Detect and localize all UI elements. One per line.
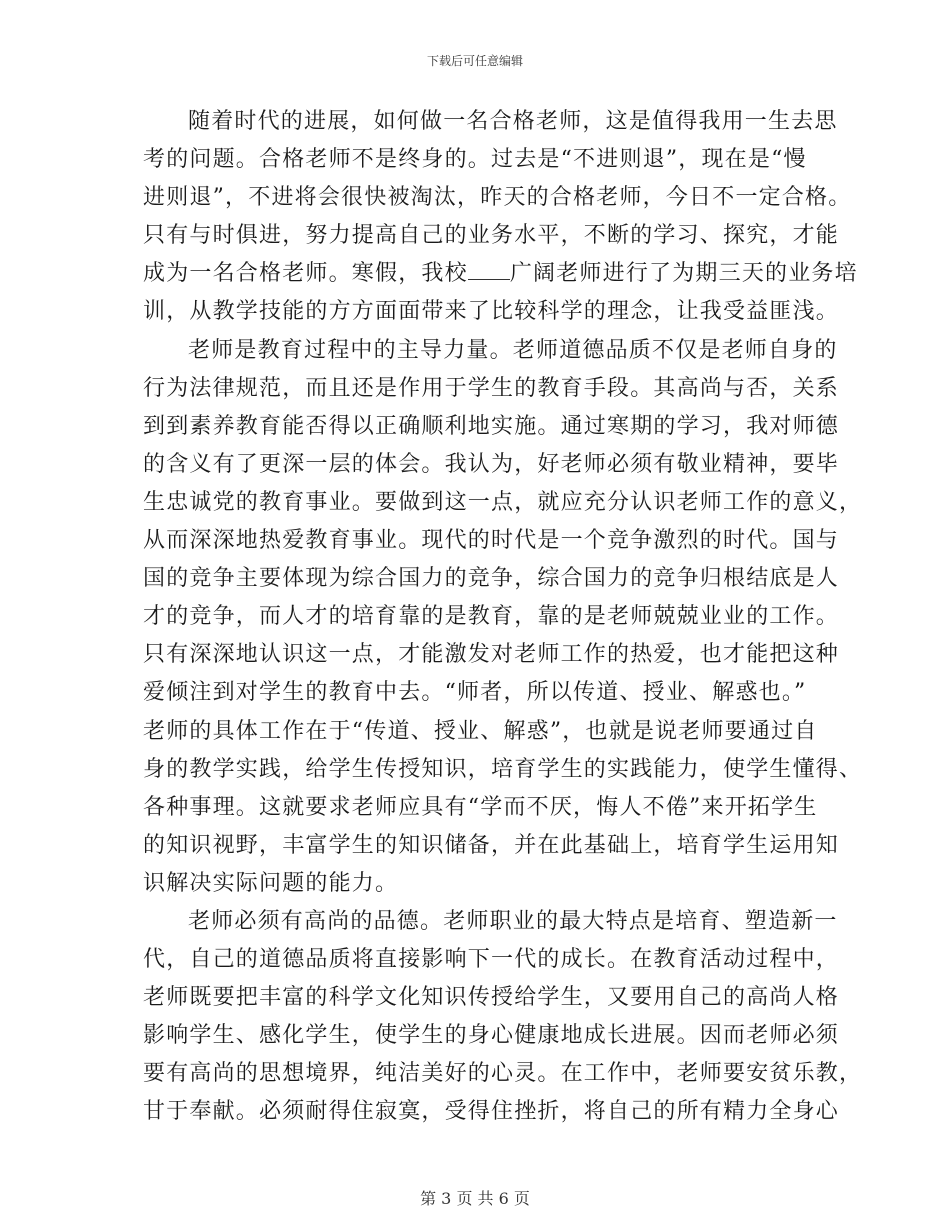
text-line: 考的问题。合格老师不是终身的。过去是“不进则退”，现在是“慢 [143, 147, 807, 173]
text-line-head: 成为一名合格老师。寒假，我校 [143, 261, 468, 287]
text-line: 行为法律规范，而且还是作用于学生的教育手段。其高尚与否，关系 [143, 375, 840, 401]
text-line: 老师是教育过程中的主导力量。老师道德品质不仅是老师自身的 [188, 337, 838, 363]
text-line: 才的竞争，而人才的培育靠的是教育，靠的是老师兢兢业业的工作。 [143, 604, 840, 630]
text-line: 只有与时俱进，努力提高自己的业务水平，不断的学习、探究，才能 [143, 223, 840, 249]
text-line: 进则退”，不进将会很快被淘汰，昨天的合格老师，今日不一定合格。 [143, 185, 852, 211]
text-line: 只有深深地认识这一点，才能激发对老师工作的热爱，也才能把这种 [143, 642, 840, 668]
document-body [143, 103, 863, 1132]
text-line: 身的教学实践，给学生传授知识，培育学生的实践能力，使学生懂得、 [143, 756, 863, 782]
text-line: 老师必须有高尚的品德。老师职业的最大特点是培育、塑造新一 [188, 908, 838, 934]
text-line: 各种事理。这就要求老师应具有“学而不厌，悔人不倦”来开拓学生 [143, 794, 818, 820]
paragraph-3 [143, 903, 863, 1132]
paragraph-2 [143, 332, 863, 903]
text-line: 要有高尚的思想境界，纯洁美好的心灵。在工作中，老师要安贫乐教， [143, 1061, 863, 1087]
page-number: 第 3 页 共 6 页 [420, 1189, 530, 1208]
page-header: 下载后可任意编辑 [426, 54, 523, 68]
text-line: 到到素养教育能否得以正确顺利地实施。通过寒期的学习，我对师德 [143, 413, 840, 439]
text-line: 生忠诚党的教育事业。要做到这一点，就应充分认识老师工作的意义， [143, 489, 863, 515]
text-line: 识解决实际问题的能力。 [143, 870, 399, 896]
text-line: 爱倾注到对学生的教育中去。“师者，所以传道、授业、解惑也。” [143, 680, 807, 706]
text-line-tail: 广阔老师进行了为期三天的业务培 [509, 261, 858, 287]
text-line: 国的竞争主要体现为综合国力的竞争，综合国力的竞争归根结底是人 [143, 566, 840, 592]
text-line [143, 255, 858, 293]
text-line: 影响学生、感化学生，使学生的身心健康地成长进展。因而老师必须 [143, 1023, 840, 1049]
blank-underline [468, 261, 510, 280]
text-line: 的含义有了更深一层的体会。我认为，好老师必须有敬业精神，要毕 [143, 451, 840, 477]
text-line: 从而深深地热爱教育事业。现代的时代是一个竞争激烈的时代。国与 [143, 528, 840, 554]
text-line: 甘于奉献。必须耐得住寂寞，受得住挫折，将自己的所有精力全身心 [143, 1099, 840, 1125]
paragraph-1 [143, 103, 858, 332]
text-line: 训，从教学技能的方方面面带来了比较科学的理念，让我受益匪浅。 [143, 299, 840, 325]
text-line: 代，自己的道德品质将直接影响下一代的成长。在教育活动过程中， [143, 947, 840, 973]
text-line: 老师既要把丰富的科学文化知识传授给学生，又要用自己的高尚人格 [143, 985, 840, 1011]
text-line: 随着时代的进展，如何做一名合格老师，这是值得我用一生去思 [188, 109, 838, 134]
text-line: 老师的具体工作在于“传道、授业、解惑”，也就是说老师要通过自 [143, 718, 818, 744]
text-line: 的知识视野，丰富学生的知识储备，并在此基础上，培育学生运用知 [143, 832, 840, 858]
